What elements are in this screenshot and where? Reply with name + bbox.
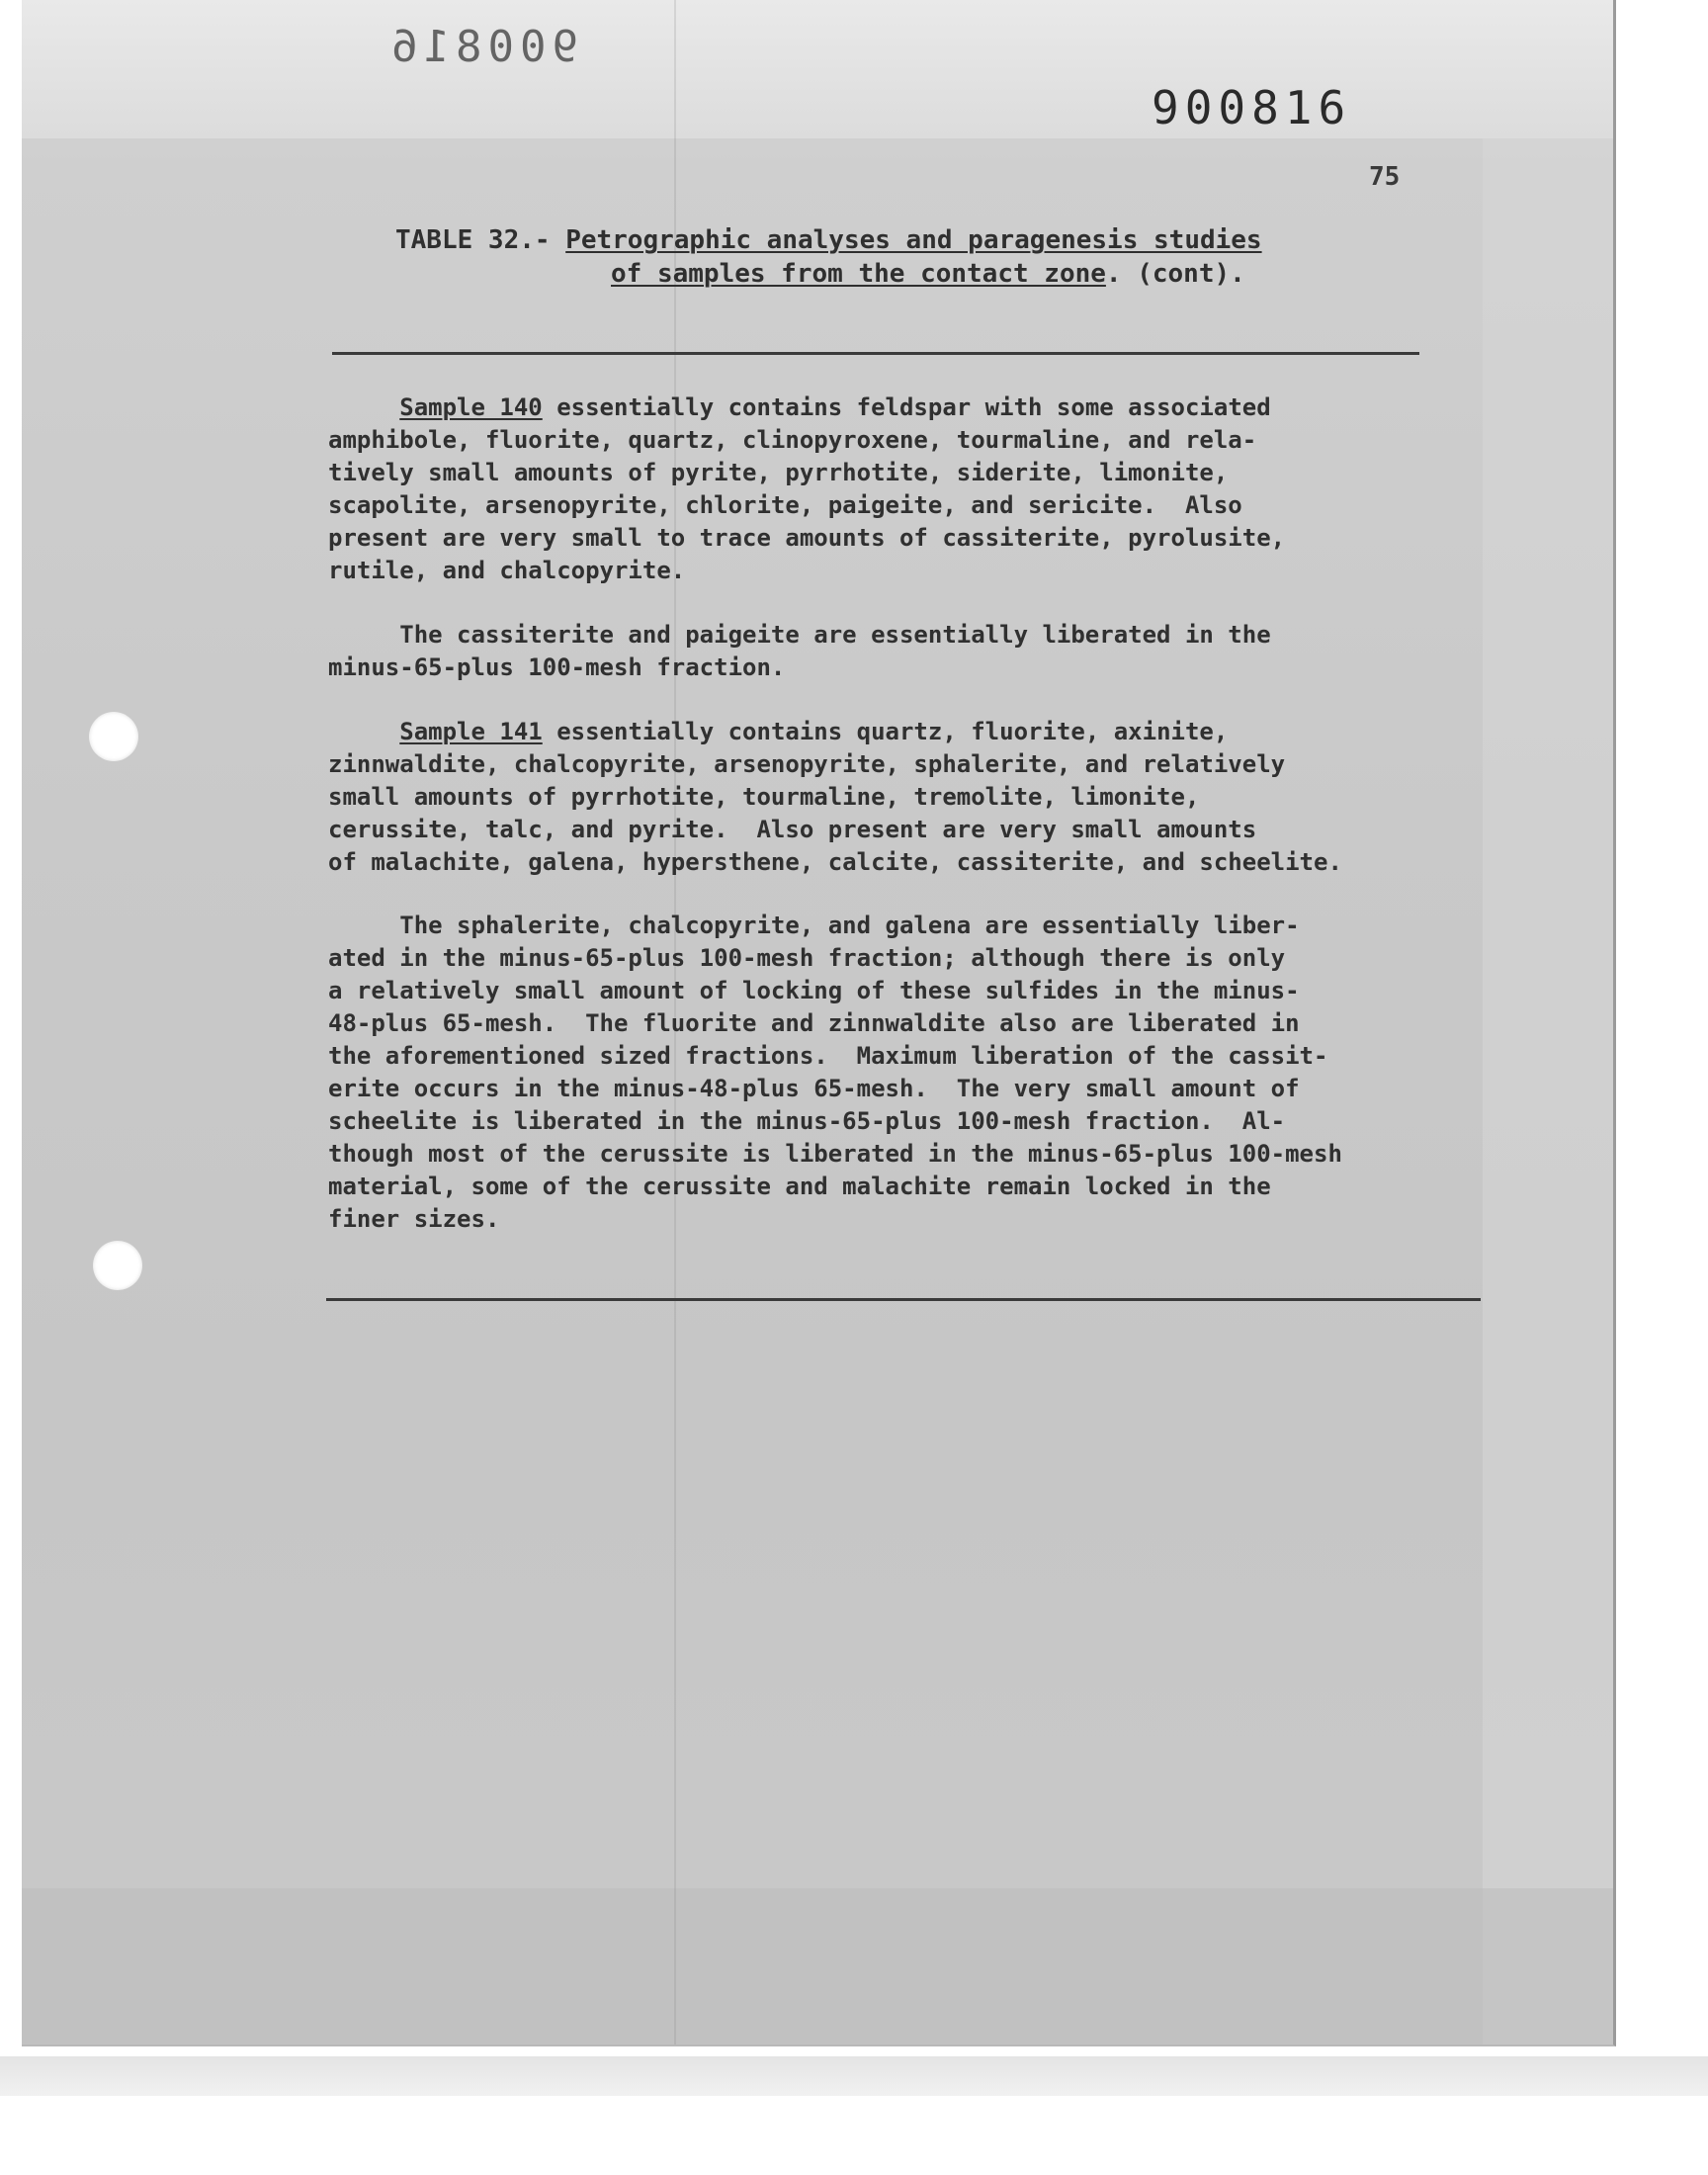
paragraph-text: essentially contains feldspar with some associated [542, 393, 1271, 421]
paragraph-sample-141 [328, 716, 1494, 879]
paragraph-text: zinnwaldite, chalcopyrite, arsenopyrite, sphalerite, and relatively small amounts of pyrrhotite, tourmaline, tremolite, limonite, cerussite, talc, and pyrite. Also present are very small amounts of malachite, galena, hypersthene, calcite, cassiterite, and scheelite. [328, 750, 1342, 876]
sample-141-label: Sample 141 [399, 718, 543, 745]
title-prefix: TABLE 32.- [395, 225, 566, 255]
bottom-divider [326, 1298, 1481, 1301]
paragraph-liberation-141: The sphalerite, chalcopyrite, and galena are essentially liber- ated in the minus-65-plus 100-mesh fraction; although there is only a relatively small amount of locking of these sulfides in the minus- 48-plus 65-mesh. The fluorite and zinnwaldite also are liberated in the aforementioned sized fractions. Maximum liberation of the cassit- erite occurs in the minus-48-plus 65-mesh. The very small amount of scheelite is liberated in the minus-65-plus 100-mesh fraction. Al- though most of the cerussite is liberated in the minus-65-plus 100-mesh material, some of the cerussite and malachite remain locked in the finer sizes. [328, 912, 1342, 1233]
page-number: 75 [1369, 162, 1401, 192]
scan-shade-bottom [22, 1888, 1613, 2044]
punch-hole-upper [89, 712, 138, 761]
paragraph-text: essentially contains quartz, fluorite, axinite, [542, 718, 1229, 745]
mirrored-stamp-number: 900816 [385, 22, 578, 72]
scanner-edge [0, 2056, 1708, 2096]
sample-140-label: Sample 140 [399, 393, 543, 421]
title-line2-suffix: . (cont). [1105, 259, 1245, 289]
paragraph-sample-140 [328, 392, 1494, 587]
punch-hole-lower [93, 1241, 142, 1290]
paragraph-text: amphibole, fluorite, quartz, clinopyroxene, tourmaline, and rela- tively small amounts of pyrite, pyrrhotite, siderite, limonite, scapolite, arsenopyrite, chlorite, paigeite, and sericite. Also present are very small to trace amounts of cassiterite, pyrolusite, rutile, and chalcopyrite. [328, 426, 1286, 584]
title-line2: of samples from the contact zone [611, 259, 1106, 289]
sheet-top-margin [22, 0, 1613, 138]
scan-shade-right [1483, 138, 1613, 2044]
document-stamp-number: 900816 [1152, 81, 1352, 134]
table-title [395, 223, 1384, 291]
paragraph-liberation-140: The cassiterite and paigeite are essentially liberated in the minus-65-plus 100-mesh fraction. [328, 621, 1271, 681]
title-line1: Petrographic analyses and paragenesis studies [565, 225, 1262, 255]
top-divider [332, 352, 1419, 355]
